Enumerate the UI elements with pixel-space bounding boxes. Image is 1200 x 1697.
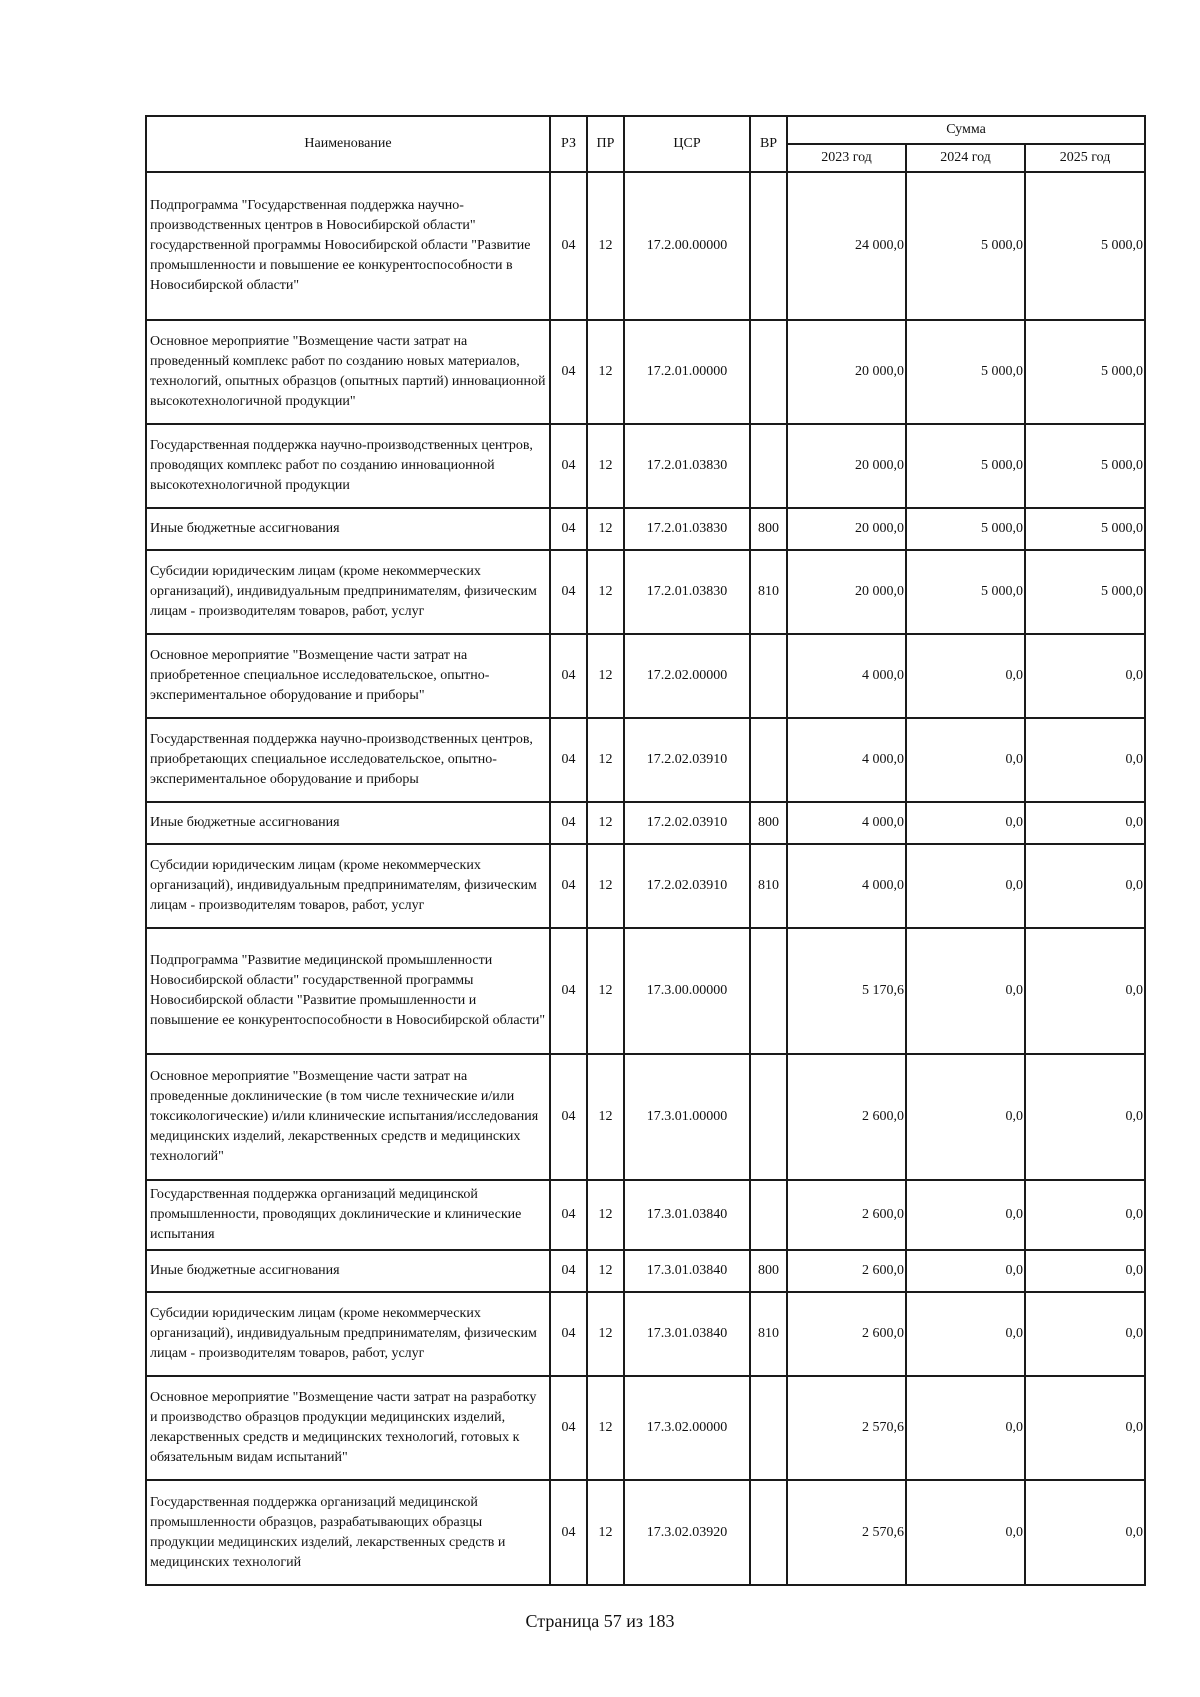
header-rz: РЗ: [550, 116, 587, 172]
cell-pr: 12: [587, 1376, 624, 1480]
header-vr: ВР: [750, 116, 787, 172]
cell-name: Субсидии юридическим лицам (кроме некоммерческих организаций), индивидуальным предпринимателям, физическим лицам - производителям товаров, работ, услуг: [146, 1292, 550, 1376]
header-year-2024: 2024 год: [906, 144, 1025, 172]
cell-vr: [750, 718, 787, 802]
cell-2024: 0,0: [906, 1376, 1025, 1480]
cell-name: Подпрограмма "Развитие медицинской промышленности Новосибирской области" государственной программы Новосибирской области "Развитие промышленности и повышение ее конкурентоспособности в Новосибирской области": [146, 928, 550, 1054]
cell-pr: 12: [587, 1180, 624, 1250]
cell-2024: 0,0: [906, 634, 1025, 718]
cell-name: Государственная поддержка научно-производственных центров, проводящих комплекс работ по созданию инновационной высокотехнологичной продукции: [146, 424, 550, 508]
table-row: [146, 1054, 1145, 1180]
cell-2024: 0,0: [906, 844, 1025, 928]
cell-2023: 20 000,0: [787, 550, 906, 634]
table-row: [146, 1480, 1145, 1585]
cell-2023: 20 000,0: [787, 508, 906, 550]
cell-2025: 0,0: [1025, 634, 1145, 718]
cell-2025: 5 000,0: [1025, 172, 1145, 320]
cell-name: Основное мероприятие "Возмещение части затрат на проведенные доклинические (в том числе технические и/или токсикологические) и/или клинические испытания/исследования медицинских изделий, лекарственных средств и медицинских технологий": [146, 1054, 550, 1180]
table-row: [146, 508, 1145, 550]
cell-name: Государственная поддержка организаций медицинской промышленности, проводящих доклинические и клинические испытания: [146, 1180, 550, 1250]
cell-rz: 04: [550, 928, 587, 1054]
cell-rz: 04: [550, 1180, 587, 1250]
cell-name: Государственная поддержка научно-производственных центров, приобретающих специальное исследовательское, опытно-экспериментальное оборудование и приборы: [146, 718, 550, 802]
cell-2024: 0,0: [906, 1292, 1025, 1376]
table-header: [146, 116, 1145, 172]
cell-rz: 04: [550, 1250, 587, 1292]
cell-2025: 0,0: [1025, 1180, 1145, 1250]
cell-pr: 12: [587, 844, 624, 928]
cell-csr: 17.2.02.03910: [624, 802, 750, 844]
table-row: [146, 634, 1145, 718]
cell-vr: [750, 1376, 787, 1480]
cell-name: Основное мероприятие "Возмещение части затрат на проведенный комплекс работ по созданию новых материалов, технологий, опытных образцов (опытных партий) инновационной высокотехнологичной продукции": [146, 320, 550, 424]
cell-name: Подпрограмма "Государственная поддержка научно-производственных центров в Новосибирской области" государственной программы Новосибирской области "Развитие промышленности и повышение ее конкурентоспособности в Новосибирской области": [146, 172, 550, 320]
cell-2025: 0,0: [1025, 1376, 1145, 1480]
cell-2024: 0,0: [906, 1054, 1025, 1180]
table-row: [146, 172, 1145, 320]
cell-name: Государственная поддержка организаций медицинской промышленности образцов, разрабатывающих образцы продукции медицинских изделий, лекарственных средств и медицинских технологий: [146, 1480, 550, 1585]
cell-2023: 2 600,0: [787, 1180, 906, 1250]
cell-2024: 5 000,0: [906, 550, 1025, 634]
cell-vr: [750, 424, 787, 508]
cell-pr: 12: [587, 1480, 624, 1585]
cell-csr: 17.2.01.00000: [624, 320, 750, 424]
cell-2025: 5 000,0: [1025, 424, 1145, 508]
table-row: [146, 1376, 1145, 1480]
cell-vr: 810: [750, 550, 787, 634]
cell-rz: 04: [550, 718, 587, 802]
header-name: Наименование: [146, 116, 550, 172]
cell-vr: 800: [750, 802, 787, 844]
cell-vr: [750, 1054, 787, 1180]
cell-2023: 2 600,0: [787, 1054, 906, 1180]
cell-2024: 5 000,0: [906, 320, 1025, 424]
cell-pr: 12: [587, 550, 624, 634]
cell-2025: 0,0: [1025, 1054, 1145, 1180]
cell-2023: 20 000,0: [787, 424, 906, 508]
cell-rz: 04: [550, 1376, 587, 1480]
table-row: [146, 718, 1145, 802]
cell-name: Субсидии юридическим лицам (кроме некоммерческих организаций), индивидуальным предпринимателям, физическим лицам - производителям товаров, работ, услуг: [146, 844, 550, 928]
cell-pr: 12: [587, 928, 624, 1054]
cell-2023: 2 570,6: [787, 1480, 906, 1585]
table-row: [146, 320, 1145, 424]
cell-2023: 20 000,0: [787, 320, 906, 424]
cell-2023: 4 000,0: [787, 634, 906, 718]
page-number: Страница 57 из 183: [525, 1611, 675, 1631]
cell-csr: 17.2.01.03830: [624, 550, 750, 634]
table-row: [146, 1250, 1145, 1292]
cell-csr: 17.3.01.00000: [624, 1054, 750, 1180]
cell-2025: 0,0: [1025, 928, 1145, 1054]
cell-rz: 04: [550, 424, 587, 508]
table-row: [146, 928, 1145, 1054]
cell-2025: 5 000,0: [1025, 550, 1145, 634]
cell-rz: 04: [550, 844, 587, 928]
header-sum: Сумма: [787, 116, 1145, 144]
cell-2025: 0,0: [1025, 802, 1145, 844]
cell-csr: 17.2.00.00000: [624, 172, 750, 320]
cell-2025: 0,0: [1025, 844, 1145, 928]
cell-rz: 04: [550, 508, 587, 550]
cell-rz: 04: [550, 802, 587, 844]
cell-csr: 17.2.01.03830: [624, 424, 750, 508]
cell-csr: 17.3.00.00000: [624, 928, 750, 1054]
cell-csr: 17.3.02.00000: [624, 1376, 750, 1480]
cell-2025: 0,0: [1025, 1480, 1145, 1585]
cell-name: Иные бюджетные ассигнования: [146, 802, 550, 844]
header-year-2025: 2025 год: [1025, 144, 1145, 172]
cell-2023: 2 600,0: [787, 1250, 906, 1292]
cell-name: Основное мероприятие "Возмещение части затрат на приобретенное специальное исследовательское, опытно-экспериментальное оборудование и приборы": [146, 634, 550, 718]
cell-2024: 0,0: [906, 802, 1025, 844]
cell-vr: 800: [750, 1250, 787, 1292]
header-csr: ЦСР: [624, 116, 750, 172]
cell-2024: 0,0: [906, 928, 1025, 1054]
cell-rz: 04: [550, 1292, 587, 1376]
cell-vr: [750, 172, 787, 320]
cell-2025: 5 000,0: [1025, 508, 1145, 550]
table-row: [146, 802, 1145, 844]
cell-2023: 2 600,0: [787, 1292, 906, 1376]
table-row: [146, 1180, 1145, 1250]
table-row: [146, 844, 1145, 928]
cell-rz: 04: [550, 320, 587, 424]
cell-vr: 810: [750, 1292, 787, 1376]
cell-pr: 12: [587, 718, 624, 802]
cell-2023: 4 000,0: [787, 802, 906, 844]
cell-2025: 0,0: [1025, 1250, 1145, 1292]
cell-csr: 17.3.01.03840: [624, 1250, 750, 1292]
cell-pr: 12: [587, 634, 624, 718]
cell-csr: 17.3.01.03840: [624, 1292, 750, 1376]
cell-pr: 12: [587, 172, 624, 320]
cell-name: Субсидии юридическим лицам (кроме некоммерческих организаций), индивидуальным предпринимателям, физическим лицам - производителям товаров, работ, услуг: [146, 550, 550, 634]
cell-2024: 5 000,0: [906, 508, 1025, 550]
cell-2025: 5 000,0: [1025, 320, 1145, 424]
cell-2023: 24 000,0: [787, 172, 906, 320]
cell-rz: 04: [550, 172, 587, 320]
cell-pr: 12: [587, 1250, 624, 1292]
cell-2024: 0,0: [906, 1480, 1025, 1585]
cell-2024: 0,0: [906, 1250, 1025, 1292]
cell-name: Иные бюджетные ассигнования: [146, 508, 550, 550]
cell-vr: [750, 928, 787, 1054]
cell-csr: 17.2.01.03830: [624, 508, 750, 550]
cell-2025: 0,0: [1025, 1292, 1145, 1376]
cell-csr: 17.2.02.03910: [624, 844, 750, 928]
budget-table-container: [145, 115, 1144, 1586]
table-row: [146, 424, 1145, 508]
cell-name: Основное мероприятие "Возмещение части затрат на разработку и производство образцов продукции медицинских изделий, лекарственных средств и медицинских технологий, готовых к обязательным видам испытаний": [146, 1376, 550, 1480]
cell-vr: [750, 1180, 787, 1250]
cell-2023: 5 170,6: [787, 928, 906, 1054]
cell-2023: 4 000,0: [787, 718, 906, 802]
cell-2025: 0,0: [1025, 718, 1145, 802]
cell-2024: 0,0: [906, 718, 1025, 802]
cell-csr: 17.3.02.03920: [624, 1480, 750, 1585]
cell-2023: 4 000,0: [787, 844, 906, 928]
cell-csr: 17.2.02.03910: [624, 718, 750, 802]
cell-rz: 04: [550, 1480, 587, 1585]
header-year-2023: 2023 год: [787, 144, 906, 172]
cell-pr: 12: [587, 320, 624, 424]
cell-vr: [750, 634, 787, 718]
cell-pr: 12: [587, 508, 624, 550]
cell-csr: 17.3.01.03840: [624, 1180, 750, 1250]
cell-vr: 800: [750, 508, 787, 550]
cell-pr: 12: [587, 1292, 624, 1376]
cell-csr: 17.2.02.00000: [624, 634, 750, 718]
table-row: [146, 1292, 1145, 1376]
header-pr: ПР: [587, 116, 624, 172]
cell-rz: 04: [550, 550, 587, 634]
cell-vr: 810: [750, 844, 787, 928]
table-body: [146, 172, 1145, 1585]
cell-2024: 0,0: [906, 1180, 1025, 1250]
budget-table: [145, 115, 1146, 1586]
cell-2024: 5 000,0: [906, 424, 1025, 508]
cell-rz: 04: [550, 1054, 587, 1180]
cell-rz: 04: [550, 634, 587, 718]
cell-name: Иные бюджетные ассигнования: [146, 1250, 550, 1292]
cell-pr: 12: [587, 1054, 624, 1180]
cell-2024: 5 000,0: [906, 172, 1025, 320]
cell-2023: 2 570,6: [787, 1376, 906, 1480]
cell-vr: [750, 1480, 787, 1585]
cell-pr: 12: [587, 802, 624, 844]
cell-vr: [750, 320, 787, 424]
table-row: [146, 550, 1145, 634]
cell-pr: 12: [587, 424, 624, 508]
